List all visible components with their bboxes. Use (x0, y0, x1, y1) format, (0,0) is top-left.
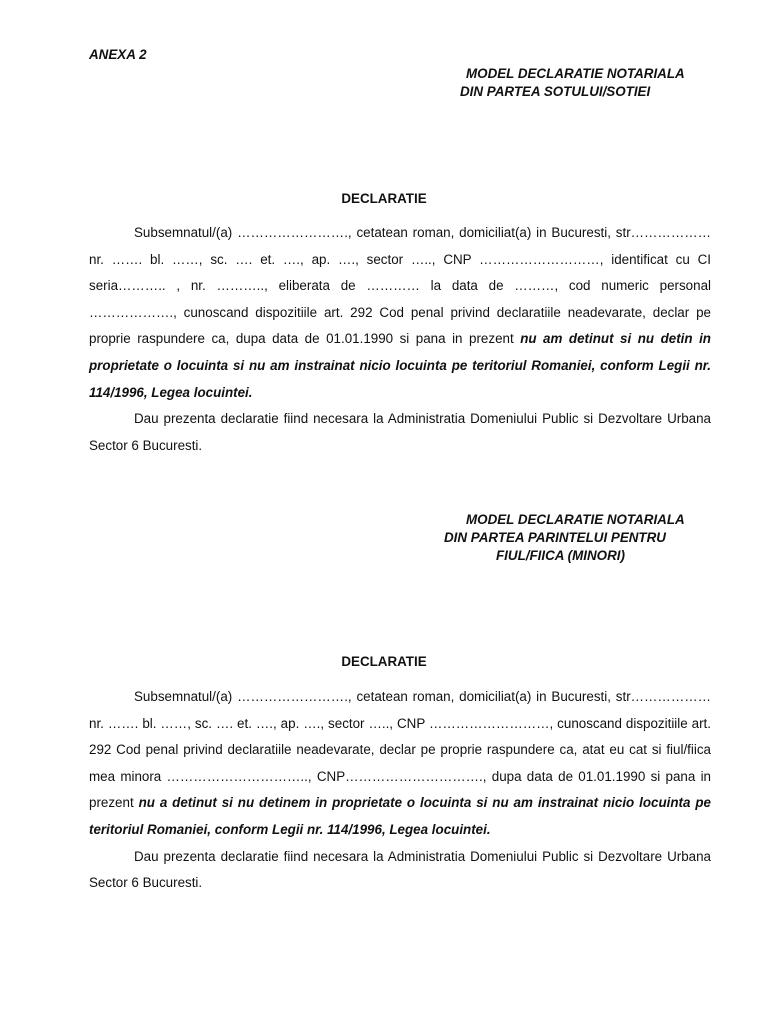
declaration-1-body (89, 220, 711, 459)
annex-label: ANEXA 2 (89, 47, 147, 62)
declaration-1-paragraph-1 (89, 220, 711, 406)
declaration-1-text: Subsemnatul/(a) ……………………., cetatean roman, domiciliat(a) in Bucuresti, str……………… nr. ……. bl. ……, sc. …. et. …., ap. …., sector ….., CNP ………………………, identificat cu CI seria……….. , nr. ……….., eliberata de ………… la data de ………, cod numeric personal ………………., cunoscand dispozitiile art. 292 Cod penal privind declaratiile neadevarate, declar pe proprie raspundere ca, dupa data de 01.01.1990 si pana in prezent (89, 225, 711, 347)
declaration-2-paragraph-1 (89, 684, 711, 844)
declaration-1-emphasis: nu am detinut si nu detin in proprietate o locuinta si nu am instrainat nicio locuinta pe teritoriul Romaniei, conform Legii nr. 114/1996, Legea locuintei. (89, 331, 711, 400)
declaration-1-title: DECLARATIE (341, 191, 427, 206)
model-1-heading-line-2: DIN PARTEA SOTULUI/SOTIEI (460, 84, 651, 99)
declaration-2-paragraph-2: Dau prezenta declaratie fiind necesara la Administratia Domeniului Public si Dezvoltare Urbana Sector 6 Bucuresti. (89, 848, 711, 891)
model-1-heading-line-1: MODEL DECLARATIE NOTARIALA (466, 66, 685, 81)
model-2-heading-line-3: FIUL/FIICA (MINORI) (496, 548, 625, 563)
declaration-1-paragraph-2: Dau prezenta declaratie fiind necesara la Administratia Domeniului Public si Dezvoltare Urbana Sector 6 Bucuresti. (89, 411, 711, 453)
model-2-heading-line-2: DIN PARTEA PARINTELUI PENTRU (444, 530, 666, 545)
declaration-2-text: Subsemnatul/(a) ……………………., cetatean roman, domiciliat(a) in Bucuresti, str……………… nr. ……. bl. ……, sc. …. et. …., ap. …., sector ….., CNP ………………………, cunoscand dispozitiile art. 292 Cod penal privind declaratiile neadevarate, declar pe proprie raspundere ca, atat eu cat si fiul/fiica mea minora ………………………….., CNP…………………………., dupa data de 01.01.1990 si pana in prezent (89, 689, 711, 811)
declaration-2-title: DECLARATIE (341, 654, 427, 669)
declaration-2-body (89, 684, 711, 897)
declaration-2-emphasis: nu a detinut si nu detinem in proprietate o locuinta si nu am instrainat nicio locuinta pe teritoriul Romaniei, conform Legii nr. 114/1996, Legea locuintei. (89, 795, 711, 837)
model-2-heading-line-1: MODEL DECLARATIE NOTARIALA (466, 512, 685, 527)
